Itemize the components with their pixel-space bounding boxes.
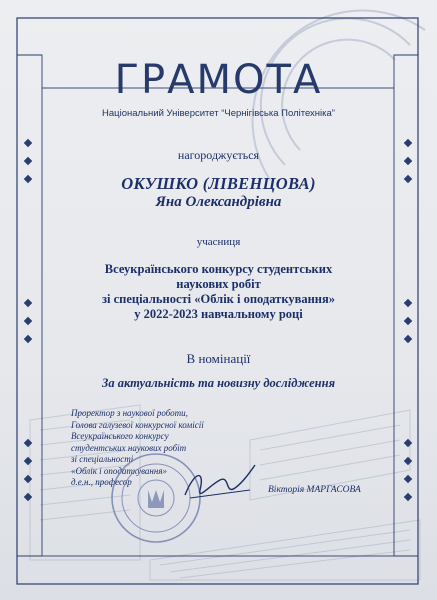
recipient-surname: ОКУШКО (ЛІВЕНЦОВА) [121, 174, 316, 193]
nomination-label: В номінації [186, 351, 251, 366]
signatory-line: Голова галузевої конкурсної комісії [71, 419, 204, 430]
contest-description [0, 262, 437, 322]
contest-line: Всеукраїнського конкурсу студентських [104, 262, 333, 276]
signatory-name: Вікторія МАРГАСОВА [268, 485, 361, 495]
signatory-line: Всеукраїнського конкурсу [71, 431, 169, 441]
contest-line: у 2022-2023 навчальному році [134, 307, 303, 321]
signatory-line: студентських наукових робіт [71, 442, 187, 453]
signatory-line: Проректор з наукової роботи, [71, 408, 188, 418]
signatory-line: «Облік і оподаткування» [71, 465, 168, 476]
awarded-verb: нагороджується [177, 148, 260, 162]
recipient-given-name: Яна Олександрівна [155, 194, 282, 210]
university-name: Національний Університет “Чернігівська Політехніка” [102, 108, 335, 119]
signatory-line: зі спеціальності [71, 454, 134, 464]
nomination-value: За актуальність та новизну дослідження [101, 376, 336, 390]
signature-mark [180, 460, 260, 505]
contest-line: зі спеціальності «Облік і оподаткування» [101, 292, 336, 306]
contest-line: наукових робіт [176, 277, 261, 291]
recipient-role: учасниця [196, 236, 241, 248]
signatory-line: д.е.н., професор [71, 477, 132, 487]
certificate-title: ГРАМОТА [114, 57, 323, 103]
